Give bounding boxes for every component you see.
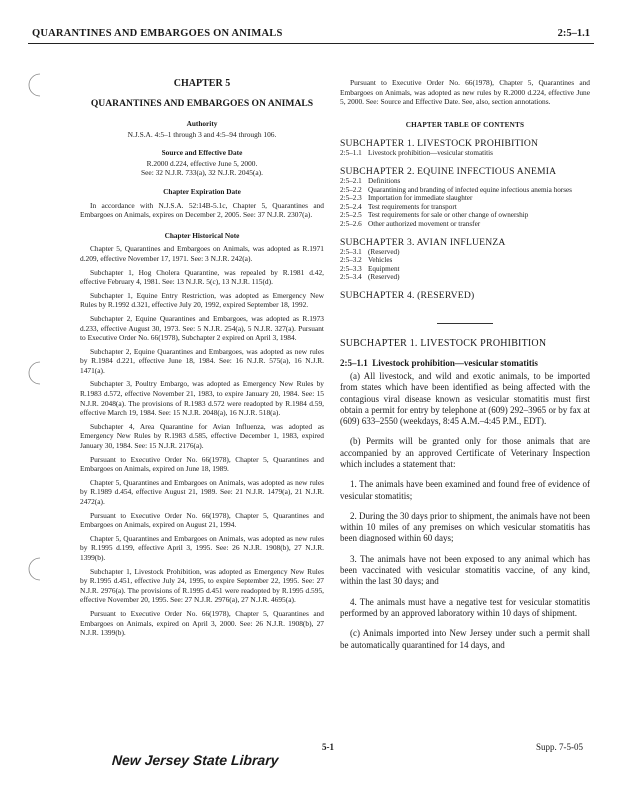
- subchapter-heading: SUBCHAPTER 1. LIVESTOCK PROHIBITION: [340, 337, 547, 349]
- header-title: QUARANTINES AND EMBARGOES ON ANIMALS: [32, 28, 283, 39]
- toc-entry-title: Test requirements for transport: [368, 202, 457, 211]
- history-paragraph: Subchapter 3, Poultry Embargo, was adopted as Emergency New Rules by R.1983 d.572, effective November 21, 1983, to expire January 20, 1984. See: 15 N.J.R. 2048(a). The provisions of R.1983 d.572 were readopted by R.1984 d.59, effective March 19, 1984. See: 15 N.J.R. 2048(a), 16 N.J.R. 518(a).: [80, 379, 324, 418]
- toc-entry-title: Test requirements for sale or other change of ownership: [368, 211, 529, 220]
- toc-entry-title: Definitions: [368, 176, 401, 185]
- right-column: [340, 78, 590, 651]
- chapter-subtitle: QUARANTINES AND EMBARGOES ON ANIMALS: [90, 98, 314, 109]
- toc-entry: [340, 256, 590, 265]
- toc-entry: [340, 211, 590, 220]
- history-paragraph: Subchapter 2, Equine Quarantines and Embargoes, was adopted as new rules by R.1984 d.221, effective June 18, 1984. See: 16 N.J.R. 575(a), 16 N.J.R. 1471(a).: [80, 346, 324, 375]
- history-paragraph: Subchapter 1, Livestock Prohibition, was adopted as Emergency New Rules by R.1995 d.451, effective July 24, 1995, to expire September 22, 1995. See: 27 N.J.R. 2976(a). The provisions of R.1995 d.451 were readopted by R.1995 d.595, effective November 20, 1995. See: 27 N.J.R. 2976(a), 27 N.J.R. 4695(a).: [80, 566, 324, 605]
- rule-paragraph-c: (c) Animals imported into New Jersey under such a permit shall be automatically quarantined for 14 days, and: [340, 628, 590, 650]
- toc-entry-number: 2:5–2.6: [340, 219, 362, 228]
- library-stamp: New Jersey State Library: [111, 752, 280, 768]
- toc-entry-title: Importation for immediate slaughter: [368, 194, 473, 203]
- toc-entry: [340, 203, 590, 212]
- running-header: [28, 26, 594, 44]
- rule-paragraph-b: (b) Permits will be granted only for those animals that are accompanied by an approved Certificate of Veterinary Inspection which includes a statement that:: [340, 436, 590, 469]
- rule-number: 2:5–1.1: [340, 357, 368, 368]
- toc-heading: CHAPTER TABLE OF CONTENTS: [405, 120, 525, 129]
- chapter-title: CHAPTER 5: [173, 78, 231, 89]
- history-paragraph: Chapter 5, Quarantines and Embargoes on Animals, was adopted as new rules by R.1989 d.454, effective August 21, 1989. See: 21 N.J.R. 1479(a), 21 N.J.R. 2472(a).: [80, 477, 324, 506]
- toc-entry-number: 2:5–3.2: [340, 256, 362, 265]
- history-paragraph: Subchapter 2, Equine Quarantines and Embargoes, was adopted as R.1973 d.233, effective August 30, 1973. See: 5 N.J.R. 254(a), 5 N.J.R. 327(a). Pursuant to Executive Order No. 66(1978), Subchapter 2 expired on April 3, 1984.: [80, 313, 324, 343]
- toc-entry-title: Equipment: [368, 264, 400, 273]
- rule-paragraph-a: (a) All livestock, and wild and exotic animals, to be imported from states which have been identified as being affected with the contagious viral disease known as vesicular stomatitis must first obtain a permit for entry by telephone at (609) 292–3965 or by fax at (609) 633–2550 (weekdays, 8:45 A.M.–4:45 P.M., EDT).: [340, 370, 590, 427]
- toc-subchapter-4: SUBCHAPTER 4. (RESERVED): [340, 289, 475, 301]
- rule-paragraph-b1: 1. The animals have been examined and found free of evidence of vesicular stomatitis;: [340, 479, 590, 501]
- page-number: 5-1: [322, 742, 334, 752]
- toc-entry: [340, 273, 590, 282]
- rule-paragraph-b2: 2. During the 30 days prior to shipment, the animals have not been within 10 miles of any premises on which vesicular stomatitis has been diagnosed within 60 days;: [340, 510, 590, 544]
- toc-entry-title: Other authorized movement or transfer: [368, 219, 481, 228]
- history-paragraph: Pursuant to Executive Order No. 66(1978), Chapter 5, Quarantines and Embargoes on Animals, expired on April 3, 2000. See: 26 N.J.R. 1908(b), 27 N.J.R. 1399(b).: [80, 608, 324, 638]
- rule-title: Livestock prohibition—vesicular stomatitis: [372, 357, 538, 368]
- toc-entry: [340, 265, 590, 274]
- toc-entry-number: 2:5–1.1: [340, 149, 362, 158]
- toc-subchapter-2: SUBCHAPTER 2. EQUINE INFECTIOUS ANEMIA: [340, 165, 557, 177]
- toc-entry: [340, 220, 590, 229]
- toc-subchapter-3: SUBCHAPTER 3. AVIAN INFLUENZA: [340, 236, 506, 248]
- intro-note: Pursuant to Executive Order No. 66(1978), Chapter 5, Quarantines and Embargoes on Animals, was adopted as new rules by R.2000 d.224, effective June 5, 2000. See: Source and Effective Date. See, also, section annotations.: [340, 78, 590, 107]
- history-paragraph: Subchapter 4, Area Quarantine for Avian Influenza, was adopted as Emergency New Rules by R.1983 d.585, effective December 1, 1983, expired January 30, 1984. See: 15 N.J.R. 2176(a).: [80, 421, 324, 451]
- authority-text: N.J.S.A. 4:5–1 through 3 and 4:5–94 through 106.: [127, 129, 277, 139]
- source-text-line2: See: 32 N.J.R. 733(a), 32 N.J.R. 2045(a).: [141, 168, 263, 178]
- history-paragraph: Pursuant to Executive Order No. 66(1978), Chapter 5, Quarantines and Embargoes on Animals, expired on August 21, 1994.: [80, 510, 324, 530]
- toc-entry-title: (Reserved): [368, 247, 400, 256]
- toc-entry-number: 2:5–2.5: [340, 211, 362, 220]
- toc-entry: [340, 177, 590, 186]
- toc-entry-number: 2:5–3.1: [340, 247, 362, 256]
- history-paragraph: Chapter 5, Quarantines and Embargoes on Animals, was adopted as R.1971 d.209, effective November 17, 1971. See: 3 N.J.R. 242(a).: [80, 244, 324, 263]
- toc-entry: [340, 248, 590, 257]
- supplement-date: Supp. 7-5-05: [536, 742, 583, 752]
- source-heading: Source and Effective Date: [161, 148, 243, 158]
- historical-note-heading: Chapter Historical Note: [164, 230, 240, 240]
- rule-heading: [340, 358, 590, 369]
- source-text-line1: R.2000 d.224, effective June 5, 2000.: [146, 158, 258, 168]
- expiration-text: In accordance with N.J.S.A. 52:14B-5.1c, Chapter 5, Quarantines and Embargoes on Animals, expires on December 2, 2005. See: 37 N.J.R. 2307(a).: [80, 200, 324, 220]
- section-divider: [437, 323, 493, 324]
- left-column: [80, 78, 324, 638]
- binder-hole-mark: [26, 72, 46, 98]
- toc-entry-title: Livestock prohibition—vesicular stomatitis: [368, 149, 493, 158]
- history-paragraph: Chapter 5, Quarantines and Embargoes on Animals, was adopted as new rules by R.1995 d.199, effective April 3, 1995. See: 26 N.J.R. 1908(b), 27 N.J.R. 1399(b).: [80, 533, 324, 562]
- history-paragraph: Subchapter 1, Hog Cholera Quarantine, was repealed by R.1981 d.42, effective February 4, 1981. See: 13 N.J.R. 5(c), 13 N.J.R. 115(d).: [80, 267, 324, 287]
- toc-subchapter-1: SUBCHAPTER 1. LIVESTOCK PROHIBITION: [340, 138, 539, 150]
- history-paragraph: Pursuant to Executive Order No. 66(1978), Chapter 5, Quarantines and Embargoes on Animals, expired on June 18, 1989.: [80, 454, 324, 474]
- toc-entry-number: 2:5–2.1: [340, 176, 362, 185]
- toc-entry: [340, 186, 590, 195]
- toc-entry-number: 2:5–3.4: [340, 273, 362, 282]
- toc-entry-title: Vehicles: [368, 256, 393, 265]
- toc-entry-number: 2:5–2.3: [340, 194, 362, 203]
- toc-entry: [340, 149, 590, 158]
- toc-entry: [340, 194, 590, 203]
- toc-entry-title: (Reserved): [368, 273, 400, 282]
- rule-paragraph-b3: 3. The animals have not been exposed to any animal which has been vaccinated with vesicular stomatitis vaccine, of any kind, within the last 30 days; and: [340, 553, 590, 587]
- binder-hole-mark: [26, 360, 46, 386]
- expiration-heading: Chapter Expiration Date: [163, 186, 241, 196]
- history-paragraph: Subchapter 1, Equine Entry Restriction, was adopted as Emergency New Rules by R.1992 d.321, effective July 20, 1992, expired September 18, 1992.: [80, 290, 324, 310]
- binder-hole-mark: [26, 556, 46, 582]
- toc-entry-number: 2:5–3.3: [340, 264, 362, 273]
- rule-paragraph-b4: 4. The animals must have a negative test for vesicular stomatitis performed by an approved laboratory within 10 days of shipment.: [340, 596, 590, 618]
- toc-entry-number: 2:5–2.2: [340, 185, 362, 194]
- authority-heading: Authority: [186, 119, 218, 128]
- toc-entry-number: 2:5–2.4: [340, 202, 362, 211]
- toc-entry-title: Quarantining and branding of infected equine infectious anemia horses: [368, 185, 572, 194]
- header-section-number: 2:5–1.1: [557, 28, 590, 39]
